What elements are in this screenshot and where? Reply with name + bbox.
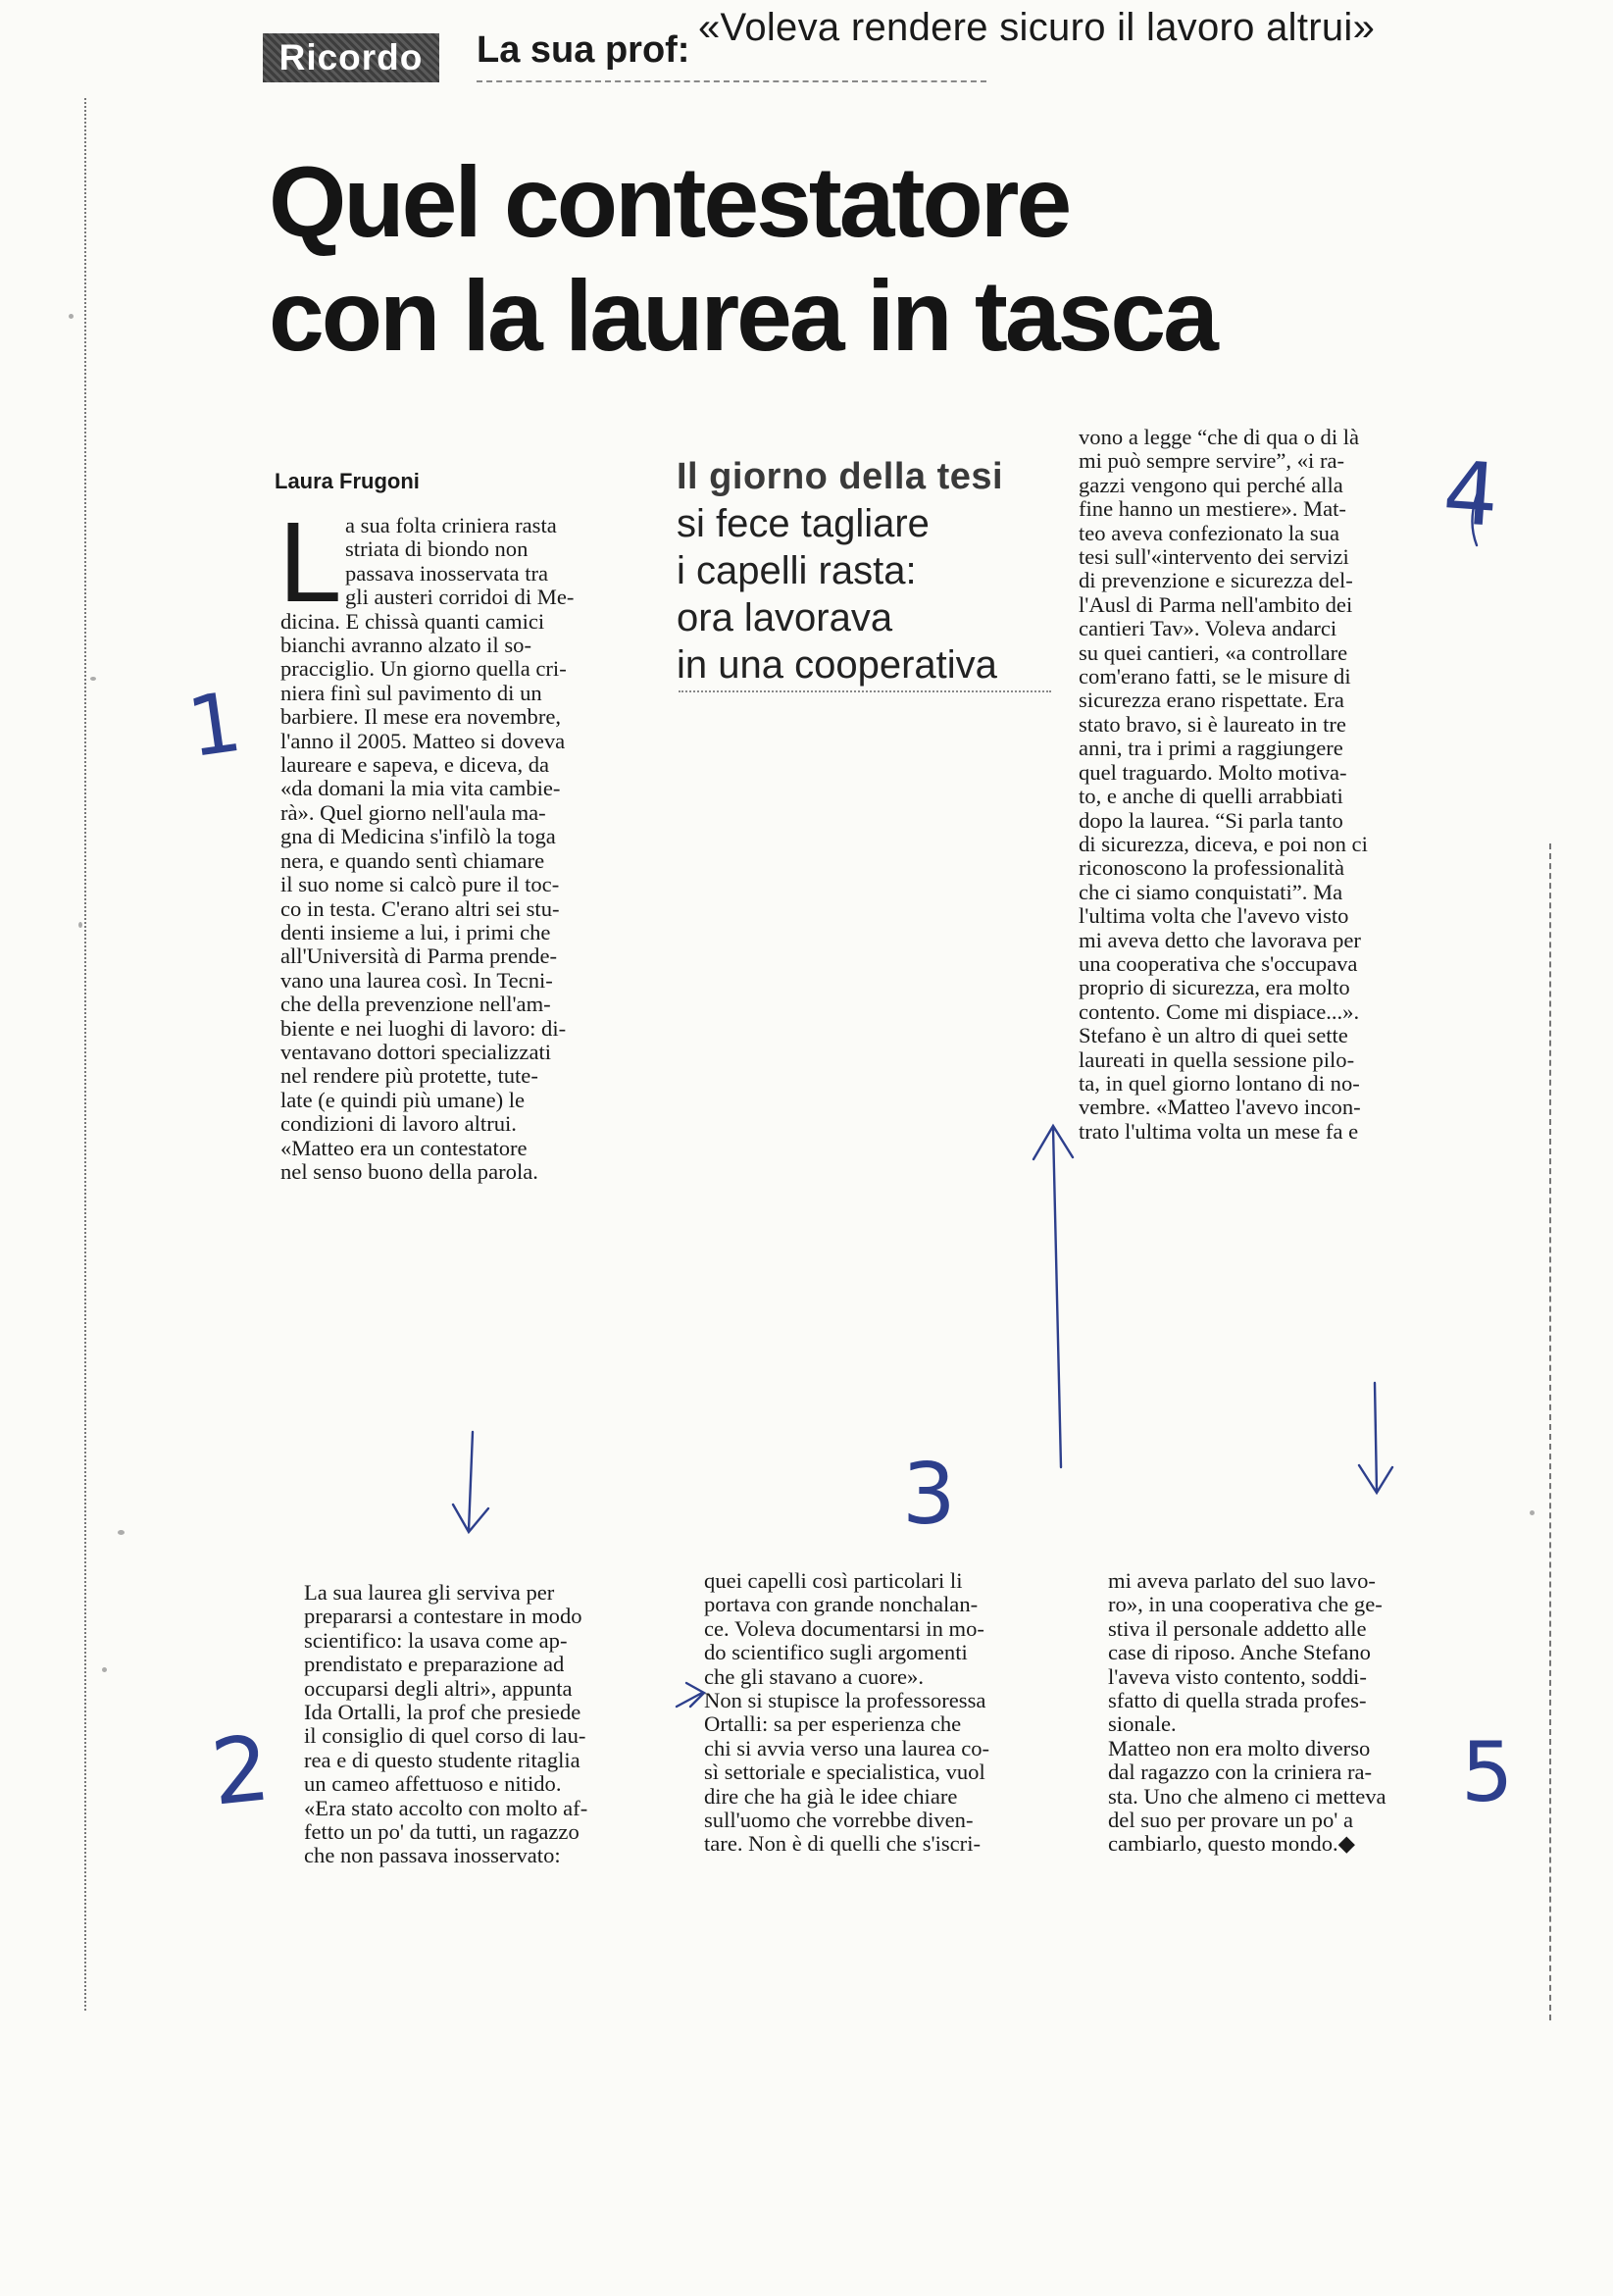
- article-line: anni, tra i primi a raggiungere: [1079, 736, 1343, 761]
- arrow-down-col1: [453, 1432, 488, 1532]
- article-line: che non passava inosservato:: [304, 1843, 561, 1868]
- article-line: nera, e quando sentì chiamare: [280, 847, 545, 873]
- article-line: a sua folta criniera rasta: [345, 513, 557, 537]
- article-line: tesi sull'«intervento dei servizi: [1079, 544, 1349, 570]
- article-line: teo aveva confezionato la sua: [1079, 520, 1339, 545]
- article-line: fine hanno un mestiere». Mat-: [1079, 496, 1346, 522]
- article-line: quei capelli così particolari li: [704, 1568, 963, 1593]
- arrow-down-col3: [1359, 1383, 1392, 1493]
- article-line: stato bravo, si è laureato in tre: [1079, 711, 1346, 737]
- article-line: ce. Voleva documentarsi in mo-: [704, 1615, 984, 1641]
- article-line: condizioni di lavoro altrui.: [280, 1111, 517, 1137]
- article-line: bianchi avranno alzato il so-: [280, 633, 531, 658]
- article-line: prendistato e preparazione ad: [304, 1652, 565, 1677]
- article-line: barbiere. Il mese era novembre,: [280, 704, 562, 730]
- article-line: l'anno il 2005. Matteo si doveva: [280, 728, 566, 753]
- article-line: dicina. E chissà quanti camici: [280, 608, 545, 634]
- article-line: stiva il personale addetto alle: [1108, 1615, 1367, 1641]
- article-line: co in testa. C'erano altri sei stu-: [280, 895, 560, 921]
- pull-quote-line: Il giorno della tesi: [677, 456, 1004, 497]
- article-line: il consiglio di quel corso di lau-: [304, 1723, 586, 1749]
- article-line: quel traguardo. Molto motiva-: [1079, 759, 1347, 785]
- article-line: ro», in una cooperativa che ge-: [1108, 1592, 1383, 1617]
- handwritten-number-1: 1: [181, 673, 248, 777]
- article-line: striata di biondo non: [345, 536, 529, 562]
- article-line: che ci siamo conquistati”. Ma: [1079, 879, 1343, 904]
- article-line: denti insieme a lui, i primi che: [280, 919, 551, 944]
- headline-line-1: Quel contestatore: [269, 146, 1070, 258]
- article-line: un cameo affettuoso e nitido.: [304, 1771, 562, 1797]
- article-line: contento. Come mi dispiace...».: [1079, 998, 1360, 1024]
- article-line: rea e di questo studente ritaglia: [304, 1747, 580, 1772]
- article-line: che gli stavano a cuore».: [704, 1663, 924, 1689]
- article-line: su quei cantieri, «a controllare: [1079, 639, 1348, 665]
- article-line: biente e nei luoghi di lavoro: di-: [280, 1015, 567, 1041]
- article-line: ta, in quel giorno lontano di no-: [1079, 1070, 1360, 1096]
- drop-cap: L: [278, 498, 342, 626]
- article-line: una cooperativa che s'occupava: [1079, 950, 1358, 976]
- article-line: dal ragazzo con la criniera ra-: [1108, 1760, 1373, 1785]
- article-line: passava inosservata tra: [345, 560, 549, 586]
- article-line: sicurezza erano rispettate. Era: [1079, 688, 1344, 713]
- article-line: La sua laurea gli serviva per: [304, 1580, 555, 1605]
- article-line: mi può sempre servire”, «i ra-: [1079, 448, 1345, 474]
- article-line: «Era stato accolto con molto af-: [304, 1795, 588, 1820]
- article-line: laureati in quella sessione pilo-: [1079, 1046, 1355, 1072]
- article-line: che della prevenzione nell'am-: [280, 992, 551, 1017]
- arrow-up-col2: [1033, 1126, 1073, 1467]
- article-line: mi aveva parlato del suo lavo-: [1108, 1568, 1376, 1593]
- article-line: l'ultima volta che l'avevo visto: [1079, 903, 1349, 929]
- handwritten-number-4: 4: [1439, 441, 1502, 546]
- handwritten-number-3: 3: [902, 1446, 956, 1544]
- article-line: di prevenzione e sicurezza del-: [1079, 568, 1353, 593]
- article-line: vembre. «Matteo l'avevo incon-: [1079, 1095, 1361, 1120]
- article-line: l'Ausl di Parma nell'ambito dei: [1079, 591, 1353, 617]
- article-line: portava con grande nonchalan-: [704, 1592, 979, 1617]
- article-line: Matteo non era molto diverso: [1108, 1735, 1371, 1760]
- article-line: Stefano è un altro di quei sette: [1079, 1023, 1348, 1048]
- article-line: prepararsi a contestare in modo: [304, 1604, 582, 1629]
- handwritten-number-2: 2: [206, 1715, 275, 1826]
- byline: Laura Frugoni: [275, 469, 420, 493]
- bracket-mark: [1472, 490, 1479, 545]
- kicker-label: Ricordo: [263, 33, 439, 82]
- article-line: sfatto di quella strada profes-: [1108, 1688, 1367, 1713]
- article-line: nel senso buono della parola.: [280, 1158, 538, 1184]
- article-line: «Matteo era un contestatore: [280, 1135, 528, 1160]
- article-line: all'Università di Parma prende-: [280, 944, 558, 969]
- pull-quote-line: ora lavorava: [677, 596, 893, 639]
- article-line: fetto un po' da tutti, un ragazzo: [304, 1819, 580, 1845]
- article-line: cambiarlo, questo mondo.◆: [1108, 1831, 1356, 1857]
- article-line: sionale.: [1108, 1711, 1177, 1737]
- article-line: del suo per provare un po' a: [1108, 1808, 1354, 1833]
- article-line: laureare e sapeva, e diceva, da: [280, 752, 550, 778]
- article-line: niera finì sul pavimento di un: [280, 680, 542, 705]
- article-line: do scientifico sugli argomenti: [704, 1640, 968, 1665]
- article-line: gazzi vengono qui perché alla: [1079, 472, 1343, 497]
- article-line: trato l'ultima volta un mese fa e: [1079, 1118, 1359, 1144]
- article-line: com'erano fatti, se le misure di: [1079, 664, 1351, 689]
- article-line: to, e anche di quelli arrabbiati: [1079, 784, 1343, 809]
- headline-line-2: con la laurea in tasca: [269, 260, 1216, 372]
- article-line: late (e quindi più umane) le: [280, 1087, 526, 1112]
- article-line: sull'uomo che vorrebbe diven-: [704, 1808, 974, 1833]
- article-line: pracciglio. Un giorno quella cri-: [280, 656, 567, 682]
- pull-quote-line: si fece tagliare: [677, 502, 930, 545]
- handwritten-number-5: 5: [1461, 1724, 1514, 1820]
- article-line: il suo nome si calcò pure il toc-: [280, 872, 560, 897]
- pull-quote-line: in una cooperativa: [677, 643, 997, 687]
- article-line: case di riposo. Anche Stefano: [1108, 1640, 1371, 1665]
- article-line: sta. Uno che almeno ci metteva: [1108, 1783, 1386, 1809]
- article-line: gli austeri corridoi di Me-: [345, 585, 575, 610]
- arrow-right-bottom: [677, 1683, 704, 1707]
- article-line: dire che ha già le idee chiare: [704, 1783, 958, 1809]
- article-line: Ida Ortalli, la prof che presiede: [304, 1700, 581, 1725]
- article-line: l'aveva visto contento, soddi-: [1108, 1663, 1367, 1689]
- article-line: proprio di sicurezza, era molto: [1079, 975, 1350, 1000]
- article-line: mi aveva detto che lavorava per: [1079, 927, 1361, 952]
- article-line: scientifico: la usava come ap-: [304, 1627, 568, 1653]
- article-line: Ortalli: sa per esperienza che: [704, 1711, 962, 1737]
- article-line: vano una laurea così. In Tecni-: [280, 967, 553, 993]
- article-line: gna di Medicina s'infilò la toga: [280, 824, 556, 849]
- article-line: Non si stupisce la professoressa: [704, 1688, 986, 1713]
- article-line: nel rendere più protette, tute-: [280, 1063, 538, 1089]
- article-line: rà». Quel giorno nell'aula ma-: [280, 799, 546, 825]
- article-line: occuparsi degli altri», appunta: [304, 1675, 573, 1701]
- article-line: riconoscono la professionalità: [1079, 855, 1345, 881]
- article-line: di sicurezza, diceva, e poi non ci: [1079, 831, 1368, 856]
- article-line: ventavano dottori specializzati: [280, 1039, 552, 1064]
- article-line: dopo la laurea. “Si parla tanto: [1079, 807, 1343, 833]
- article-line: «da domani la mia vita cambie-: [280, 776, 561, 801]
- article-line: sì settoriale e specialistica, vuol: [704, 1760, 985, 1785]
- pull-quote-line: i capelli rasta:: [677, 549, 917, 592]
- article-line: vono a legge “che di qua o di là: [1079, 425, 1360, 449]
- article-line: tare. Non è di quelli che s'iscri-: [704, 1831, 982, 1857]
- article-line: cantieri Tav». Voleva andarci: [1079, 616, 1337, 641]
- article-line: chi si avvia verso una laurea co-: [704, 1735, 990, 1760]
- kicker-lead: La sua prof:: [477, 29, 690, 71]
- kicker-quote: «Voleva rendere sicuro il lavoro altrui»: [698, 6, 1376, 49]
